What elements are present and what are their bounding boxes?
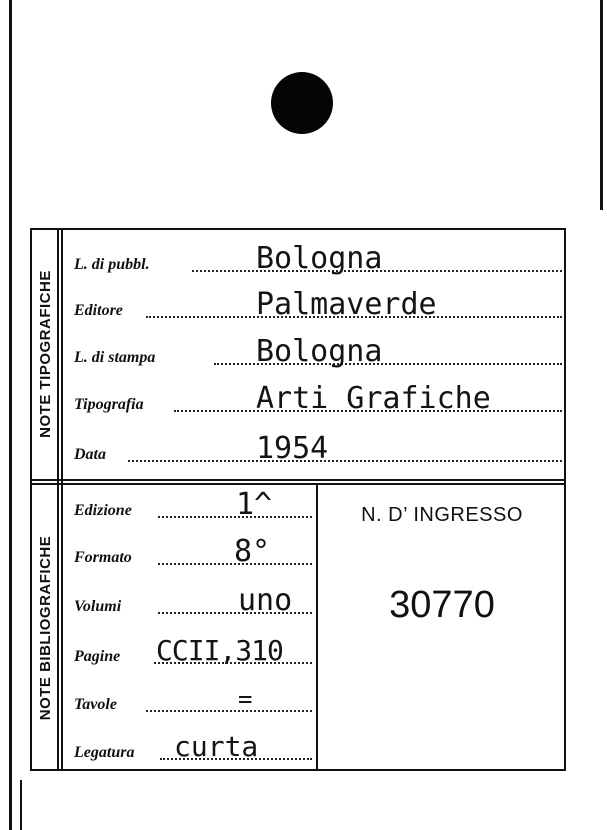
label-column-rule-a — [57, 230, 59, 769]
ingresso-title: N. D’ INGRESSO — [361, 504, 523, 526]
field-row-pagine — [74, 636, 312, 670]
section-divider-b — [30, 483, 566, 485]
field-value: 8° — [234, 534, 271, 569]
ingresso-number: 30770 — [389, 584, 495, 626]
field-value: Bologna — [256, 241, 383, 276]
field-label: L. di pubbl. — [74, 256, 150, 273]
field-row-luogo-stampa — [74, 334, 562, 371]
field-label: Tavole — [74, 696, 117, 713]
punch-hole — [271, 72, 333, 134]
field-label: Edizione — [74, 502, 132, 519]
field-dotted-line — [158, 516, 312, 518]
scan-edge-left-inner — [20, 780, 22, 830]
field-value: uno — [238, 583, 293, 618]
field-value: 1954 — [256, 431, 329, 466]
field-value: Palmaverde — [256, 287, 437, 322]
field-label: Volumi — [74, 598, 122, 615]
field-label: Formato — [74, 549, 132, 566]
field-row-tavole — [74, 684, 312, 718]
section-label-bibliographic: NOTE BIBLIOGRAFICHE — [37, 535, 54, 721]
field-value: = — [238, 685, 253, 713]
field-row-editore — [74, 287, 562, 324]
field-dotted-line — [146, 710, 312, 712]
section-divider — [30, 479, 566, 481]
field-row-formato — [74, 534, 312, 571]
ingresso-divider — [316, 485, 318, 769]
field-value: Bologna — [256, 334, 383, 369]
field-row-data — [74, 431, 562, 468]
field-row-tipografia — [74, 381, 562, 418]
label-column-rule-b — [61, 230, 63, 769]
field-row-edizione — [74, 487, 312, 524]
field-label: Editore — [74, 302, 123, 319]
field-value: Arti Grafiche — [256, 381, 491, 416]
field-row-legatura — [74, 732, 312, 766]
field-label: Legatura — [74, 744, 135, 761]
section-label-typographic: NOTE TIPOGRAFICHE — [37, 270, 54, 438]
field-dotted-line — [128, 460, 562, 462]
field-value: curta — [174, 730, 259, 763]
field-label: L. di stampa — [74, 349, 156, 366]
field-label: Pagine — [74, 648, 121, 665]
field-label: Tipografia — [74, 396, 144, 413]
field-row-volumi — [74, 583, 312, 620]
field-label: Data — [74, 446, 106, 463]
scan-edge-right — [600, 0, 603, 210]
scan-edge-left — [9, 0, 12, 830]
field-row-luogo-pubblicazione — [74, 241, 562, 278]
field-value: 1^ — [236, 487, 273, 522]
field-value: CCII,310 — [156, 634, 283, 667]
